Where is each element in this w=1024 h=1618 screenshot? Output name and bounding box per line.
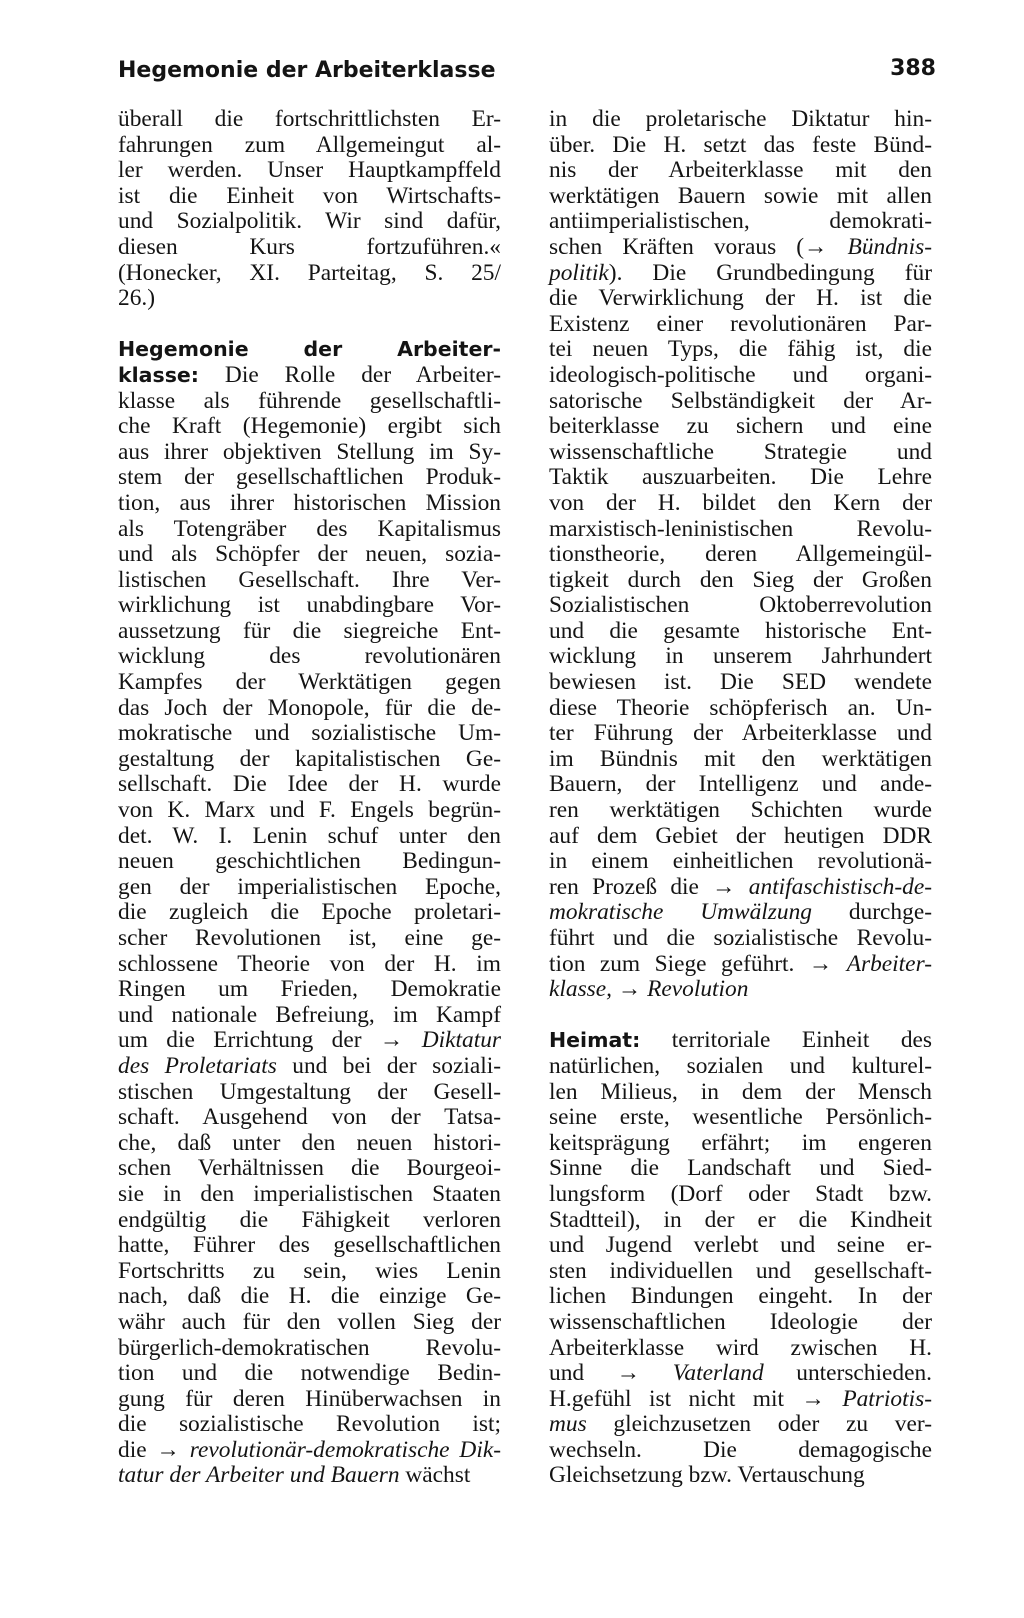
page-number: 388 — [890, 56, 936, 81]
text-segment: ren Prozeß die → — [549, 873, 749, 900]
text-line — [549, 1361, 932, 1387]
text-line: die zugleich die Epoche proletari- — [118, 899, 501, 926]
text-segment: ). Die Grundbedingung für — [608, 259, 932, 286]
text-line: antiimperialistischen, demokrati- — [549, 208, 932, 235]
text-line: gen der imperialistischen Epoche, — [118, 873, 501, 900]
text-segment: tion zum Siege geführt. → — [549, 950, 847, 977]
text-line: stem der gesellschaftlichen Produk- — [118, 464, 501, 491]
text-line: marxistisch-leninistischen Revolu- — [549, 515, 932, 542]
cross-reference: Revolution — [647, 976, 749, 1003]
text-line: wirklichung ist unabdingbare Vor- — [118, 592, 501, 619]
text-segment: territoriale Einheit des — [640, 1027, 932, 1054]
text-line: len Milieus, in dem der Mensch — [549, 1078, 932, 1105]
text-line: nach, daß die H. die einzige Ge- — [118, 1283, 501, 1310]
cross-reference: klasse, — [549, 976, 613, 1003]
entry-headword: klasse: — [118, 362, 199, 387]
text-line: bewiesen ist. Die SED wendete — [549, 669, 932, 696]
text-line: die Verwirklichung der H. ist die — [549, 285, 932, 312]
text-line: endgültig die Fähigkeit verloren — [118, 1206, 501, 1233]
text-line: im Bündnis mit den werktätigen — [549, 745, 932, 772]
text-line: stischen Umgestaltung der Gesell- — [118, 1078, 501, 1105]
text-line: und Sozialpolitik. Wir sind dafür, — [118, 208, 501, 235]
text-line: Fortschritts zu sein, wies Lenin — [118, 1257, 501, 1284]
text-line: tigkeit durch den Sieg der Großen — [549, 566, 932, 593]
text-line: Bauern, der Intelligenz und ande- — [549, 771, 932, 798]
text-line: Sinne die Landschaft und Sied- — [549, 1155, 932, 1182]
text-line: schaft. Ausgehend von der Tatsa- — [118, 1104, 501, 1131]
cross-reference: politik — [549, 259, 609, 286]
text-line — [118, 1463, 501, 1489]
text-line: Kampfes der Werktätigen gegen — [118, 669, 501, 696]
text-segment: schen Kräften voraus (→ — [549, 233, 848, 260]
text-line: seine erste, wesentliche Persönlich- — [549, 1104, 932, 1131]
text-line: und nationale Befreiung, im Kampf — [118, 1001, 501, 1028]
text-line: che Kraft (Hegemonie) ergibt sich — [118, 413, 501, 440]
text-line: diesen Kurs fortzuführen.« — [118, 233, 501, 260]
text-line: ideologisch-politische und organi- — [549, 361, 932, 388]
text-line: in die proletarische Diktatur hin- — [549, 106, 932, 132]
text-line: von K. Marx und F. Engels begrün- — [118, 797, 501, 824]
text-line — [549, 952, 932, 978]
text-line: in einem einheitlichen revolutionä- — [549, 848, 932, 875]
paragraph-gap — [549, 1003, 932, 1029]
text-segment: unterschieden. — [763, 1360, 933, 1387]
text-line — [118, 337, 501, 363]
text-line: wicklung des revolutionären — [118, 643, 501, 670]
text-line: und die gesamte historische Ent- — [549, 617, 932, 644]
text-line — [549, 1412, 932, 1438]
text-segment: H.gefühl ist nicht mit → — [549, 1385, 843, 1412]
cross-reference: Vaterland — [672, 1360, 764, 1387]
text-line — [118, 1028, 501, 1054]
text-line: schen Verhältnissen die Bourgeoi- — [118, 1155, 501, 1182]
text-line: und Jugend verlebt und seine er- — [549, 1232, 932, 1259]
text-line: klasse als führende gesellschaftli- — [118, 387, 501, 414]
text-line: che, daß unter den neuen histori- — [118, 1129, 501, 1156]
text-line: natürlichen, sozialen und kulturel- — [549, 1052, 932, 1079]
running-head: Hegemonie der Arbeiterklasse — [118, 58, 496, 83]
text-line: Gleichsetzung bzw. Vertauschung — [549, 1462, 865, 1489]
cross-reference: mus — [549, 1411, 587, 1438]
text-line — [118, 1438, 501, 1464]
text-line: beiterklasse zu sichern und eine — [549, 413, 932, 440]
text-line: als Totengräber des Kapitalismus — [118, 515, 501, 542]
cross-reference: Diktatur — [421, 1027, 501, 1054]
text-line — [549, 875, 932, 901]
text-line: führt und die sozialistische Revolu- — [549, 925, 932, 951]
text-line: werktätigen Bauern sowie mit allen — [549, 182, 932, 209]
text-segment: Die Rolle der Arbeiter- — [199, 361, 501, 388]
text-segment: und bei der soziali- — [276, 1052, 501, 1079]
cross-reference: mokratische Umwälzung — [549, 899, 812, 926]
text-line: auf dem Gebiet der heutigen DDR — [549, 822, 932, 849]
text-line — [549, 977, 932, 1003]
text-line: wissenschaftliche Strategie und — [549, 438, 932, 465]
text-line: gestaltung der kapitalistischen Ge- — [118, 745, 501, 772]
text-line: Existenz einer revolutionären Par- — [549, 310, 932, 337]
text-line: tei neuen Typs, die fähig ist, die — [549, 336, 932, 363]
text-line: ler werden. Unser Hauptkampffeld — [118, 157, 501, 184]
left-column — [118, 107, 501, 1489]
text-line: fahrungen zum Allgemeingut al- — [118, 131, 501, 158]
text-line: Taktik auszuarbeiten. Die Lehre — [549, 464, 932, 491]
cross-reference: Patriotis- — [842, 1385, 932, 1412]
cross-reference: Bündnis- — [847, 233, 932, 260]
entry-headword: Heimat: — [549, 1028, 641, 1053]
text-line: die sozialistische Revolution ist; — [118, 1411, 501, 1438]
text-line: Sozialistischen Oktoberrevolution — [549, 592, 932, 619]
text-line: und als Schöpfer der neuen, sozia- — [118, 541, 501, 568]
cross-reference: Arbeiter- — [846, 950, 932, 977]
text-segment: um die Errichtung der → — [118, 1027, 422, 1054]
text-line: aus ihrer objektiven Stellung im Sy- — [118, 438, 501, 465]
text-line: satorische Selbständigkeit der Ar- — [549, 387, 932, 414]
text-line: (Honecker, XI. Parteitag, S. 25/ — [118, 259, 501, 286]
entry-headword: Hegemonie der Arbeiter- — [118, 337, 501, 362]
text-line: bürgerlich-demokratischen Revolu- — [118, 1334, 501, 1361]
text-line — [118, 363, 501, 389]
paragraph-gap — [118, 312, 501, 338]
text-line — [549, 261, 932, 287]
text-line: ren werktätigen Schichten wurde — [549, 797, 932, 824]
text-segment: wächst — [399, 1462, 471, 1489]
text-line: wissenschaftlichen Ideologie der — [549, 1308, 932, 1335]
right-column — [549, 107, 932, 1489]
text-line: scher Revolutionen ist, eine ge- — [118, 925, 501, 951]
text-line: sten individuellen und gesellschaft- — [549, 1257, 932, 1284]
text-segment: gleichzusetzen oder zu ver- — [586, 1411, 932, 1438]
text-line: von der H. bildet den Kern der — [549, 489, 932, 516]
cross-reference: tatur der Arbeiter und Bauern — [118, 1462, 400, 1489]
text-line: lichen Bindungen eingeht. In der — [549, 1283, 932, 1310]
text-line: überall die fortschrittlichsten Er- — [118, 106, 501, 132]
text-line — [549, 900, 932, 926]
text-line: über. Die H. setzt das feste Bünd- — [549, 131, 932, 158]
text-line: tion und die notwendige Bedin- — [118, 1360, 501, 1387]
text-line: ter Führung der Arbeiterklasse und — [549, 720, 932, 747]
cross-reference: antifaschistisch-de- — [748, 873, 932, 900]
text-line: aussetzung für die siegreiche Ent- — [118, 617, 501, 644]
text-line: Stadtteil), in der er die Kindheit — [549, 1206, 932, 1233]
text-line: 26.) — [118, 285, 156, 312]
text-line: wicklung in unserem Jahrhundert — [549, 643, 932, 670]
text-line: schlossene Theorie von der H. im — [118, 950, 501, 977]
text-line — [549, 1028, 932, 1054]
text-line: Ringen um Frieden, Demokratie — [118, 976, 501, 1003]
text-line: diese Theorie schöpferisch an. Un- — [549, 694, 932, 721]
text-line: det. W. I. Lenin schuf unter den — [118, 822, 501, 849]
text-line: tion, aus ihrer historischen Mission — [118, 489, 501, 516]
text-line: wechseln. Die demagogische — [549, 1436, 932, 1463]
text-line: sie in den imperialistischen Staaten — [118, 1180, 501, 1207]
text-line — [118, 1054, 501, 1080]
cross-reference: revolutionär-demokratische Dik- — [189, 1436, 501, 1463]
text-segment: und → — [549, 1360, 673, 1387]
text-line — [549, 235, 932, 261]
cross-reference: des Proletariats — [118, 1052, 277, 1079]
text-line: das Joch der Monopole, für die de- — [118, 694, 501, 721]
text-segment: die → — [118, 1436, 190, 1463]
text-line: hatte, Führer des gesellschaftlichen — [118, 1232, 501, 1259]
text-line: ist die Einheit von Wirtschafts- — [118, 182, 501, 209]
text-line: sellschaft. Die Idee der H. wurde — [118, 771, 501, 798]
text-segment: durchge- — [811, 899, 932, 926]
text-line — [549, 1387, 932, 1413]
text-line: gung für deren Hinüberwachsen in — [118, 1385, 501, 1412]
text-line: lungsform (Dorf oder Stadt bzw. — [549, 1180, 932, 1207]
text-segment: → — [612, 976, 648, 1003]
text-line: nis der Arbeiterklasse mit den — [549, 157, 932, 184]
text-line: keitsprägung erfährt; im engeren — [549, 1129, 932, 1156]
text-line: währ auch für den vollen Sieg der — [118, 1308, 501, 1335]
text-line: neuen geschichtlichen Bedingun- — [118, 848, 501, 875]
text-line: listischen Gesellschaft. Ihre Ver- — [118, 566, 501, 593]
text-line: Arbeiterklasse wird zwischen H. — [549, 1334, 932, 1361]
text-line: tionstheorie, deren Allgemeingül- — [549, 541, 932, 568]
text-line: mokratische und sozialistische Um- — [118, 720, 501, 747]
